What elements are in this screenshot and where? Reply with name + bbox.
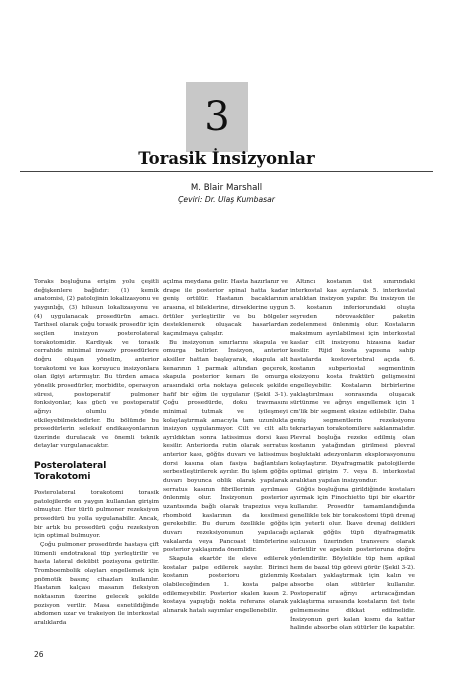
paragraph: Posterolateral torakotomi torasik patolojilerde en yaygın kullanılan girişim olmuştur. Her türlü pulmoner rezeksiyon prosedürü bu yolla uygulanabilir. Ancak, bir artık bu prosedürü çoğu rezeksiyon için optimal bulmuyor. (34, 490, 159, 540)
section-heading: Posterolateral Torakotomi (34, 461, 107, 483)
chapter-number: 3 (204, 94, 230, 140)
text-column-1 (34, 278, 159, 628)
paragraph: Çoğu pulmoner prosedürde hastaya çift lümenli endotrakeal tüp yerleştirilir ve hasta lateral dekübit pozisyona getirilir. Tromboembolik olayları engellemek için pnömotik basınç cihazları kullanılır. Hastanın kalçası masanın fleksiyon noktasının üzerine gelecek şekilde pozisyon verilir. Masa esnetildiğinde abdomen uzar ve trakeiyon ile interkostal aralıklarda (34, 542, 159, 626)
chapter-number-box (186, 82, 248, 152)
paragraph: Toraks boşluğuna erişim yolu çeşitli değişkenlere bağlıdır: (1) kemik anatomisi, (2) patolojinin lokalizasyonu ve yaygınlığı, (3) hilusun lokalizasyonu ve (4) uygulanacak prosedürün amacı. Tarihsel olarak çoğu torasik prosedür için seçilen insizyon posterolateral torakotomidir. Kardiyak ve torasik cerrahide minimal invaziv prosedürlere doğru oluşan yönelim, anterior torakotomi ve kas koruyucu insizyonlara olan ilgiyi artırmıştır. Bu türden amaca yönelik prosedürler, morbidite, operasyon süresi, postoperatif pulmoner fonksiyonlar, kas gücü ve postoperatif ağrıyı olumlu yönde etkileyebilmektedirler. Bu bölümde bu prosedürlerin seleksif endikasyonlarının üzerinde durulacak ve önemli teknik detaylar vurgulanacaktır. (34, 279, 159, 450)
title-divider (20, 171, 433, 172)
text-column-3 (290, 278, 415, 633)
page-number: 26 (34, 650, 44, 659)
author-name: M. Blair Marshall (190, 183, 263, 193)
paragraph: Göğüs boşluğuna girildiğinde kostaları ayırmak için Finochietto tipi bir ekartör kullanılır. Prosedür tamamlandığında genellikle tek bir torakostomi tüpü drenaj için yeterli olur. İkave drenaj delikleri açılarak göğüs tüpü diyafragmatik sulcusun üzerinden transvers olarak ilerletilir ve apeksin posterioruna doğru yönlendirilir. Böylelikle tüp hem apikal hem de bazal tüp görevi görür (Şekil 3-2). Kostaları yaklaştırmak için kalın ve absorbe olan sütürler kullanılır. Postoperatif ağrıyı artıracağından yaklaştırma sırasında kostaların üst üste gelmemesine dikkat edilmelidir. İnsizyonun geri kalan kısmı da kattar halinde absorbe olan sütürler ile kapatılır. (290, 486, 415, 632)
translator-name: Çeviri: Dr. Ulaş Kumbasar (178, 195, 275, 204)
author-block (0, 182, 453, 205)
paragraph: Altıncı kostanın üst sınırındaki interkostal kas ayrılarak 5. interkostal aralıktan insizyon yapılır. Bu insizyon ile 5. kostanın inferiorundaki oluşta seyreden nörovasküler paketin zedelenmesi önlenmiş olur. Kostaların maksimum ayrılabilmesi için interkostal kaslar cilt insizyonu hizasına kadar kesilir. Rijid kosta yapısına sahip hastalarda kostovertebral açıda 6. kostanın subperiostal segmentinin eksizyonu kosta fraktürü gelişmesini engelleyebilir. Kostaların birbirlerine yaklaştırılması sonrasında oluşacak sürtünme ve ağrıyı engellemek için 1 cm'lik bir segment eksize edilebilir. Daha geniş segmentlerin rezeksiyonu tekrarlayan torakotomilere saklanmalıdır. Plevral boşluğa rezeke edilmiş olan kostanın yatağından girilmesi plevral boşluktaki adezyonların eksplorasyonunu kolaylaştırır. Diyafragmatik patolojilerde optimal girişim 7. veya 8. interkostal aralıktan yapılan insizyondur. (290, 279, 415, 485)
paragraph: Bu insizyonun sınırlarını skapula ve omurga belirler. İnsizyon, anterior aksiller hattan başlayarak, skapula alt kenarının 1 parmak altından geçerek, skapula posterior kenarı ile omurga arasındaki orta noktaya gelecek şekilde hafif bir eğim ile uygulanır (Şekil 3-1). Çoğu prosedürde, doku travmasını minimal tutmak ve iyileşmeyi kolaylaştırmak amacıyla tam uzunlukta insizyon uygulanmıyor. Cilt ve cilt altı ayrıldıktan sonra latissimus dorsi kası kesilir. Anteriorda rutin olarak serratus anterior kası, göğüs duvarı ve latissimus dorsi kasına olan fasiya bağlantıları serbestleştirilerek ayrılır. Bu işlem göğüs duvarı boyunca oblik olarak yapılarak serratus kasının fibrillerinin ayrılması önlenmiş olur. İnsizyonun posterior uzantısında bağlı olarak trapezius veya rhomboid kaslarının da kesilmesi gerekebilir. Bu durum özellikle göğüs duvarı rezeksiyonunun yapılacağı vakalarda veya Pancoast tümörlerine posterior yaklaşımda önemlidir. (163, 339, 288, 554)
paragraph: Skapula ekartör ile eleve edilerek kostalar palpe edilerek sayılır. Birinci kostanın posterioru gizlenmiş olabileceğinden 1. kosta palpe edilemeyebilir. Posterior skalen kasın 2. kostaya yapıştığı nokta referans olarak alınarak hatalı sayımlar engellenebilir. (163, 556, 288, 614)
chapter-title: Torasik İnsizyonlar (138, 149, 315, 168)
paragraph: açılma meydana gelir. Hasta hazırlanır ve drape ile posterior spinal hatta kadar geniş ortülür. Hastanın bacaklarının arasına, el bileklerine, dirseklerine uygun örtüler yerleştirilir ve bu bölgeler desteklenerek oluşacak hasarlardan kaçınılmaya çalışılır. (163, 279, 288, 337)
text-column-2 (163, 278, 288, 616)
